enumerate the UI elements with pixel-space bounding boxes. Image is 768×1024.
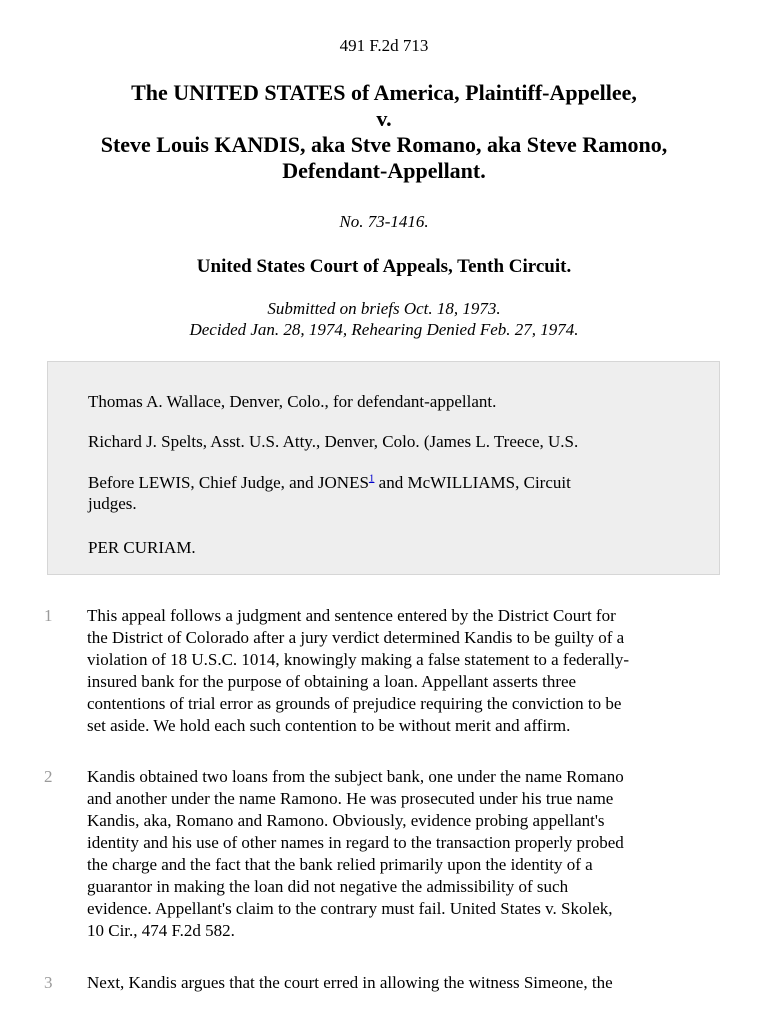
paragraph-line: This appeal follows a judgment and sentence entered by the District Court for <box>87 606 616 625</box>
defendant-role-line: Defendant-Appellant. <box>282 158 486 183</box>
paragraph-text <box>87 972 727 994</box>
defendant-line: Steve Louis KANDIS, aka Stve Romano, aka Steve Ramono, <box>100 132 668 157</box>
court-name: United States Court of Appeals, Tenth Circuit. <box>196 256 572 277</box>
paragraph-line: insured bank for the purpose of obtaining a loan. Appellant asserts three <box>87 672 577 691</box>
panel-judges-text-cont: and McWILLIAMS, Circuit <box>374 473 571 492</box>
case-dates <box>0 298 768 340</box>
decided-date: Decided Jan. 28, 1974, Rehearing Denied Feb. 27, 1974. <box>189 320 579 339</box>
panel-judges <box>88 472 688 514</box>
counsel-panel <box>47 361 720 575</box>
appellee-counsel: Richard J. Spelts, Asst. U.S. Atty., Denver, Colo. (James L. Treece, U.S. <box>88 432 579 451</box>
paragraph-line: Next, Kandis argues that the court erred in allowing the witness Simeone, the <box>87 973 613 992</box>
versus-line: v. <box>376 106 392 131</box>
paragraph-line: evidence. Appellant's claim to the contrary must fail. United States v. Skolek, <box>87 899 613 918</box>
paragraph-line: and another under the name Ramono. He was prosecuted under his true name <box>87 789 614 808</box>
paragraph-number: 3 <box>44 973 53 992</box>
per-curiam: PER CURIAM. <box>88 538 196 557</box>
paragraph-line: 10 Cir., 474 F.2d 582. <box>87 921 235 940</box>
footnote-link[interactable]: 1 <box>368 472 375 485</box>
appellant-counsel: Thomas A. Wallace, Denver, Colo., for defendant-appellant. <box>88 392 497 411</box>
case-parties <box>0 80 768 184</box>
paragraph-line: violation of 18 U.S.C. 1014, knowingly making a false statement to a federally- <box>87 650 629 669</box>
case-citation: 491 F.2d 713 <box>339 36 429 55</box>
submitted-date: Submitted on briefs Oct. 18, 1973. <box>267 299 501 318</box>
paragraph-text <box>87 766 727 942</box>
docket-number: No. 73-1416. <box>339 212 429 231</box>
paragraph-line: contentions of trial error as grounds of prejudice requiring the conviction to be <box>87 694 622 713</box>
paragraph-text <box>87 605 727 737</box>
paragraph-number: 2 <box>44 767 53 786</box>
paragraph-line: the District of Colorado after a jury verdict determined Kandis to be guilty of a <box>87 628 625 647</box>
paragraph-line: Kandis obtained two loans from the subject bank, one under the name Romano <box>87 767 624 786</box>
paragraph-line: set aside. We hold each such contention to be without merit and affirm. <box>87 716 571 735</box>
paragraph-number: 1 <box>44 606 53 625</box>
paragraph-line: Kandis, aka, Romano and Ramono. Obviously, evidence probing appellant's <box>87 811 605 830</box>
paragraph-line: the charge and the fact that the bank relied primarily upon the identity of a <box>87 855 593 874</box>
plaintiff-line: The UNITED STATES of America, Plaintiff-Appellee, <box>131 80 637 105</box>
panel-judges-text: Before LEWIS, Chief Judge, and JONES <box>88 473 369 492</box>
panel-judges-line2: judges. <box>88 494 137 513</box>
paragraph-line: guarantor in making the loan did not negative the admissibility of such <box>87 877 569 896</box>
paragraph-line: identity and his use of other names in regard to the transaction properly probed <box>87 833 624 852</box>
